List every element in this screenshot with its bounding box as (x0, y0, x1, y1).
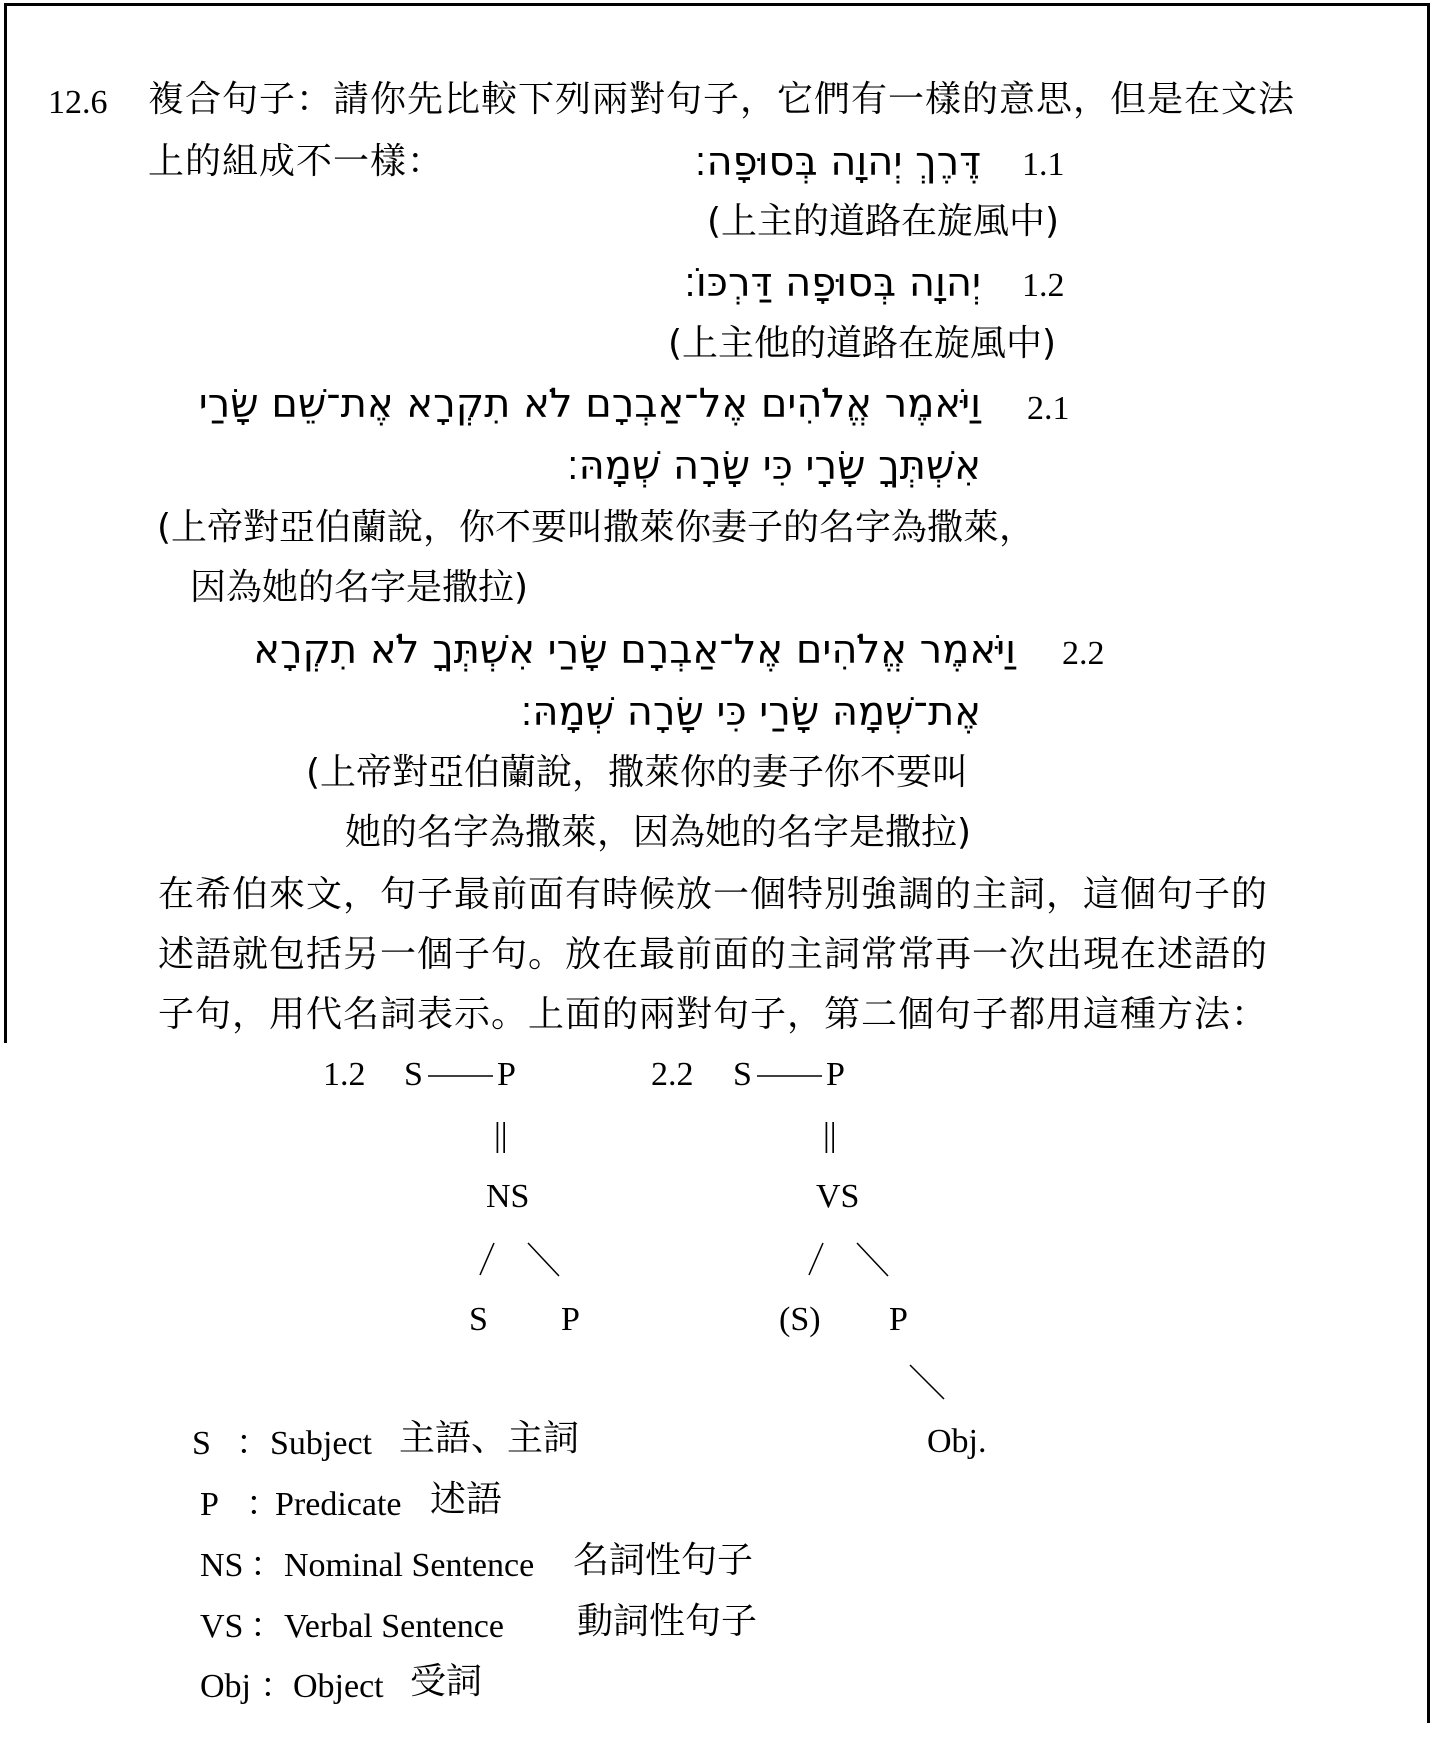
example-2-2-hebrew-line-1: וַיֹּאמֶר אֱלֹהִים אֶל־אַבְרָם שָׂרַי אִשְׁתְּךָ לֹא תִקְרָא (253, 627, 1016, 673)
example-1-1-hebrew: דֶּרֶךְ יְהוָה בְּסוּפָה׃ (694, 139, 981, 185)
legend-chinese-vs: 動詞性句子 (577, 1601, 758, 1642)
diagram-2-right: P (889, 1301, 908, 1338)
legend-term-ns: Nominal Sentence (284, 1547, 535, 1584)
diagram-2-left: (S) (779, 1301, 821, 1338)
example-1-1-translation: (上主的道路在旋風中) (707, 201, 1060, 242)
intro-line-1: 複合句子：請你先比較下列兩對句子，它們有一樣的意思，但是在文法 (148, 79, 1296, 120)
legend-chinese-p: 述語 (430, 1479, 503, 1520)
diagram-1-equal-mark: || (494, 1117, 508, 1154)
legend-abbr-ns: NS (200, 1547, 244, 1584)
legend-sep-obj: ： (260, 1668, 294, 1705)
diagram-1-number: 1.2 (323, 1056, 366, 1093)
diagram-1-right: P (561, 1301, 580, 1338)
legend-chinese-s: 主語、主詞 (399, 1418, 580, 1459)
example-2-2-translation-line-2: 她的名字為撒萊，因為她的名字是撒拉) (345, 812, 972, 853)
diagram-1-left: S (469, 1301, 488, 1338)
diagram-2-node: VS (816, 1178, 860, 1215)
diagram-1-top-p: P (497, 1056, 516, 1093)
legend-sep-p: ： (246, 1486, 280, 1523)
diagram-2-top-p: P (826, 1056, 845, 1093)
example-2-1-translation-line-2: 因為她的名字是撒拉) (190, 567, 529, 608)
example-1-1-number: 1.1 (1022, 146, 1065, 183)
intro-line-2: 上的組成不一樣： (148, 141, 445, 182)
diagram-2-top-s: S (733, 1056, 752, 1093)
paragraph-line-1: 在希伯來文，句子最前面有時候放一個特別強調的主詞，這個句子的 (158, 874, 1269, 915)
example-2-1-translation-line-1: (上帝對亞伯蘭說，你不要叫撒萊你妻子的名字為撒萊， (157, 507, 1036, 548)
paragraph-line-3: 子句，用代名詞表示。上面的兩對句子，第二個句子都用這種方法： (158, 994, 1269, 1035)
diagram-2-equal-mark: || (823, 1117, 837, 1154)
legend-term-s: Subject (270, 1425, 372, 1462)
diagram-1-node: NS (486, 1178, 530, 1215)
legend-term-vs: Verbal Sentence (284, 1608, 504, 1645)
diagram-1-right-branch (528, 1243, 559, 1276)
legend-abbr-obj: Obj (200, 1668, 251, 1705)
diagram-2-object-branch (910, 1365, 944, 1399)
legend-sep-s: ： (236, 1425, 270, 1462)
diagram-1-top-s: S (404, 1056, 423, 1093)
example-2-1-hebrew-line-2: אִשְׁתְּךָ שָׂרָי כִּי שָׂרָה שְׁמָהּ׃ (566, 443, 981, 489)
legend-chinese-obj: 受詞 (410, 1661, 483, 1702)
legend-abbr-p: P (200, 1486, 219, 1523)
legend-abbr-vs: VS (200, 1608, 244, 1645)
diagram-2-object: Obj. (927, 1423, 987, 1460)
paragraph-line-2: 述語就包括另一個子句。放在最前面的主詞常常再一次出現在述語的 (158, 934, 1269, 975)
legend-chinese-ns: 名詞性句子 (573, 1540, 754, 1581)
example-2-2-number: 2.2 (1062, 635, 1105, 672)
legend-sep-ns: ： (250, 1547, 284, 1584)
legend-term-p: Predicate (275, 1486, 402, 1523)
legend-sep-vs: ： (250, 1608, 284, 1645)
diagram-2-right-branch (857, 1243, 888, 1276)
example-2-2-translation-line-1: (上帝對亞伯蘭說，撒萊你的妻子你不要叫 (306, 752, 969, 793)
diagram-2-left-branch (809, 1243, 823, 1275)
example-2-1-number: 2.1 (1027, 390, 1070, 427)
example-1-2-hebrew: יְהוָה בְּסוּפָה דַּרְכּוֹ׃ (684, 260, 981, 306)
diagram-2-number: 2.2 (651, 1056, 694, 1093)
example-1-2-number: 1.2 (1022, 267, 1065, 304)
example-2-2-hebrew-line-2: אֶת־שְׁמָהּ שָׂרַי כִּי שָׂרָה שְׁמָהּ׃ (520, 689, 981, 735)
section-number: 12.6 (48, 84, 108, 121)
legend-term-obj: Object (293, 1668, 384, 1705)
example-1-2-translation: (上主他的道路在旋風中) (668, 323, 1057, 364)
diagram-1-left-branch (480, 1243, 494, 1275)
example-2-1-hebrew-line-1: וַיֹּאמֶר אֱלֹהִים אֶל־אַבְרָם לֹא תִקְרָא אֶת־שֵׁם שָׂרַי (198, 381, 981, 427)
legend-abbr-s: S (192, 1425, 211, 1462)
